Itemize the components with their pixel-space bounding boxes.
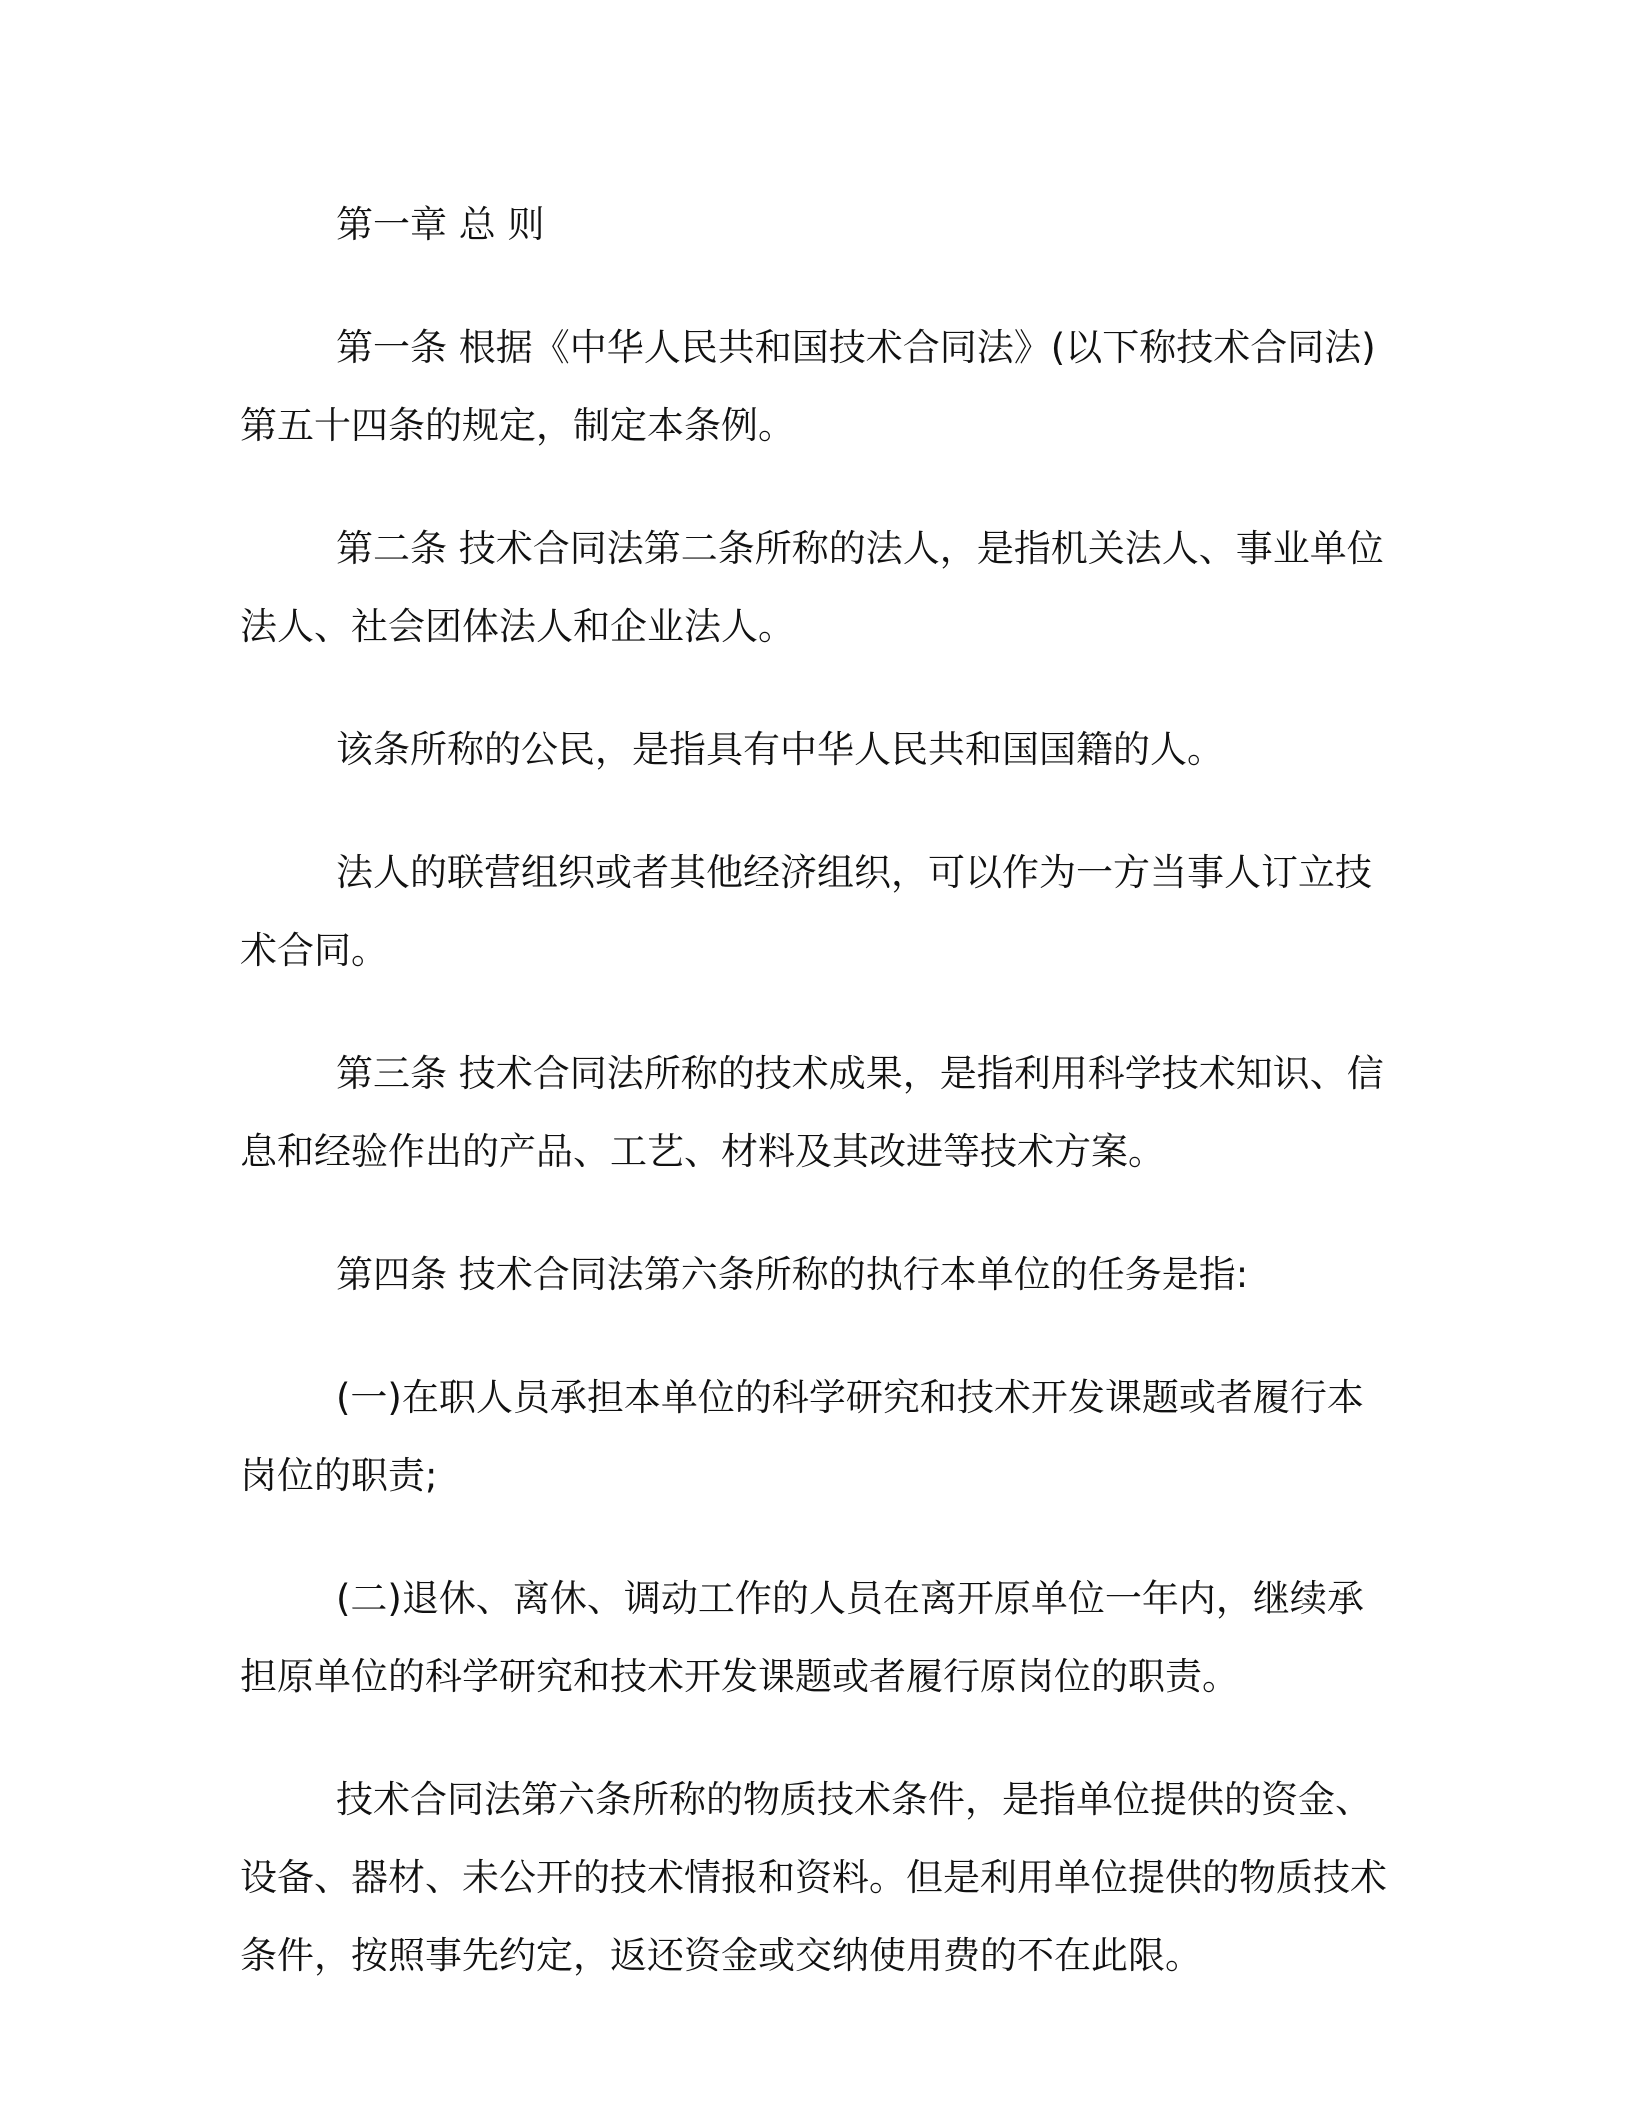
article-4-paragraph: 第四条 技术合同法第六条所称的执行本单位的任务是指: <box>336 1253 1249 1296</box>
article-2-citizen-paragraph: 该条所称的公民，是指具有中华人民共和国国籍的人。 <box>336 728 1224 771</box>
chapter-heading: 第一章 总 则 <box>336 203 545 246</box>
article-1-paragraph: 第一条 根据《中华人民共和国技术合同法》(以下称技术合同法)第五十四条的规定，制定本条例。 <box>240 326 1376 447</box>
article-4-material-conditions-paragraph: 技术合同法第六条所称的物质技术条件，是指单位提供的资金、设备、器材、未公开的技术情报和资料。但是利用单位提供的物质技术条件，按照事先约定，返还资金或交纳使用费的不在此限。 <box>240 1778 1387 1977</box>
article-2-paragraph: 第二条 技术合同法第二条所称的法人，是指机关法人、事业单位法人、社会团体法人和企业法人。 <box>240 527 1384 648</box>
article-4-item-1: (一)在职人员承担本单位的科学研究和技术开发课题或者履行本岗位的职责; <box>240 1376 1364 1497</box>
article-4-item-2: (二)退休、离休、调动工作的人员在离开原单位一年内，继续承担原单位的科学研究和技术开发课题或者履行原岗位的职责。 <box>240 1577 1364 1698</box>
document-body <box>240 186 1400 1995</box>
article-3-paragraph: 第三条 技术合同法所称的技术成果，是指利用科学技术知识、信息和经验作出的产品、工艺、材料及其改进等技术方案。 <box>240 1052 1384 1173</box>
article-2-joint-org-paragraph: 法人的联营组织或者其他经济组织，可以作为一方当事人订立技术合同。 <box>240 851 1372 972</box>
